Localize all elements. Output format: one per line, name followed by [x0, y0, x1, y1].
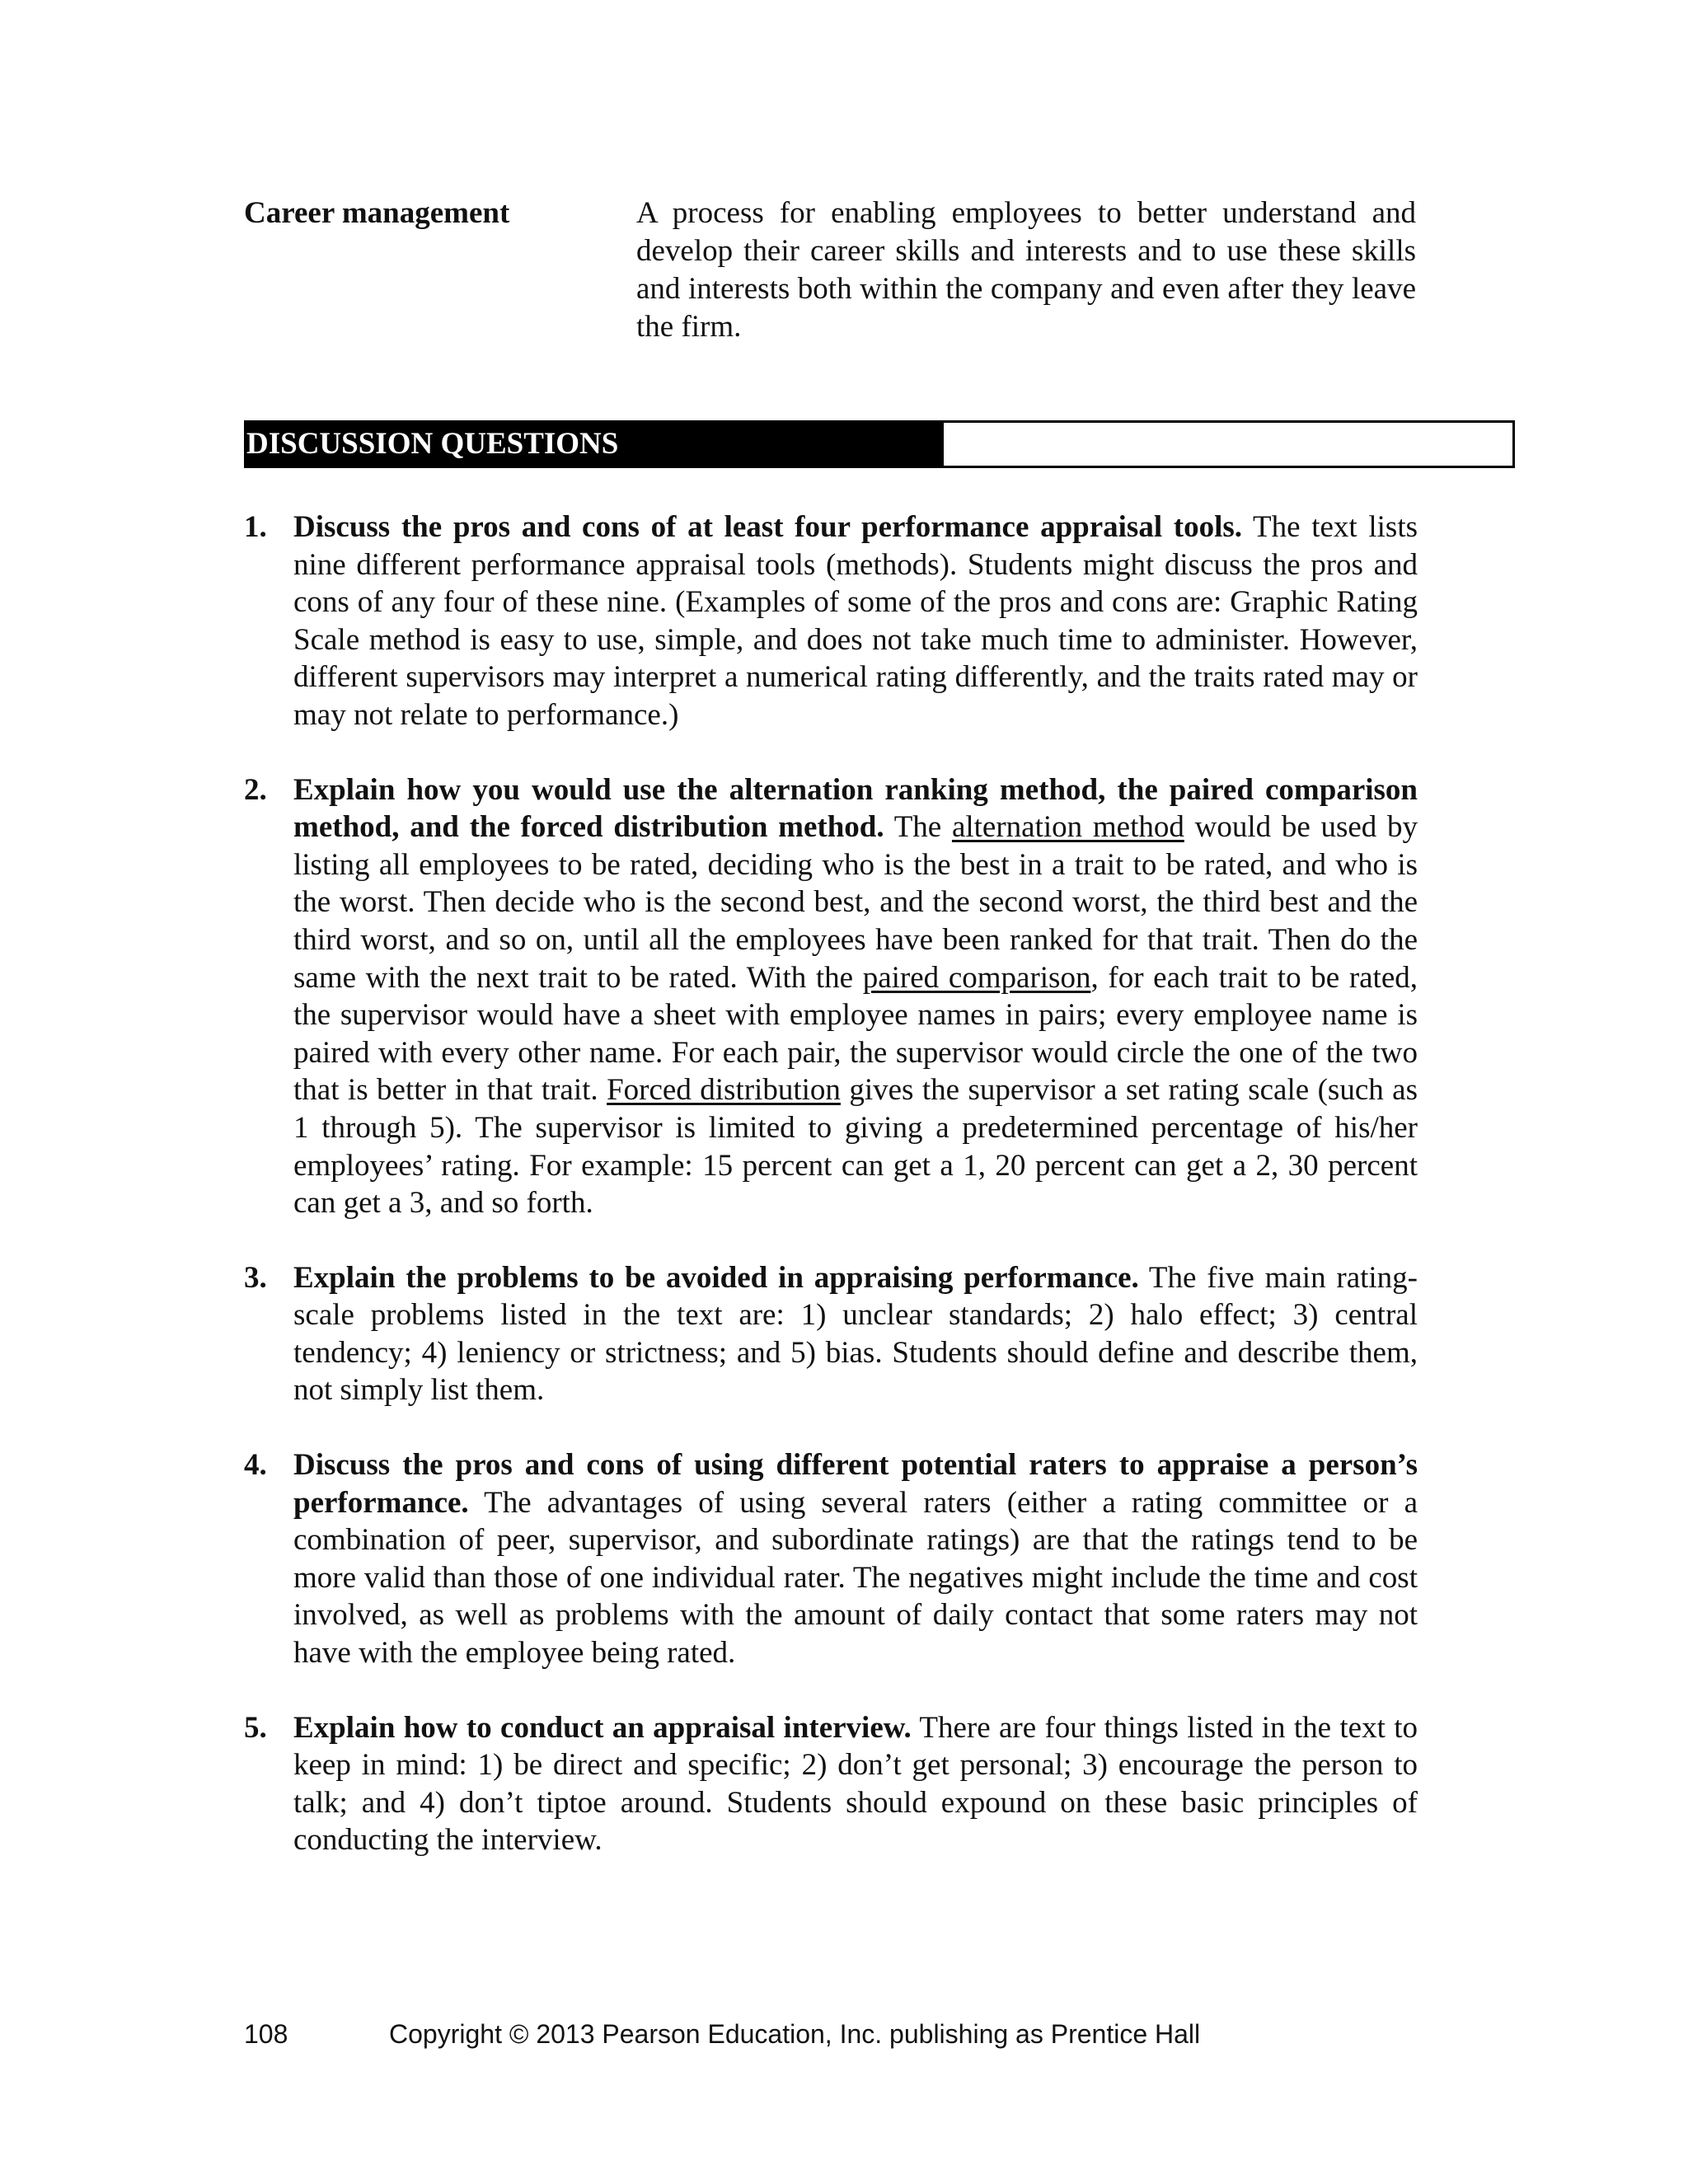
- section-header-blank: [944, 423, 1512, 466]
- question-item: [244, 1709, 1418, 1859]
- question-item: [244, 1259, 1418, 1409]
- question-number: 4.: [244, 1448, 267, 1483]
- question-answer-part: would be used by listing all employees to be rated, deciding who is the best in a trait to be rated, and who is the worst. Then decide who is the second best, and the second worst, the third best and the third worst, and so on, until all the employees have been ranked for that trait. Then do the same with the next trait to be rated. With the: [293, 810, 1418, 995]
- question-item: [244, 509, 1418, 734]
- question-answer: The five main rating-scale problems listed in the text are: 1) unclear standards; 2) halo effect; 3) central tendency; 4) leniency or strictness; and 5) bias. Students should define and describe them, not simply list them.: [293, 1260, 1418, 1408]
- discussion-questions-list: [244, 509, 1418, 1896]
- underlined-term-alternation: alternation method: [951, 810, 1184, 845]
- section-title: DISCUSSION QUESTIONS: [246, 423, 944, 466]
- glossary-term: Career management: [244, 196, 510, 230]
- copyright-notice: Copyright © 2013 Pearson Education, Inc. publishing as Prentice Hall: [389, 2019, 1201, 2049]
- question-answer: The advantages of using several raters (either a rating committee or a combination of peer, supervisor, and subordinate ratings) are that the ratings tend to be more valid than those of one individual rater. The negatives might include the time and cost involved, as well as problems with the amount of daily contact that some raters may not have with the employee being rated.: [293, 1485, 1418, 1671]
- question-answer-part: gives the supervisor a set rating scale (such as 1 through 5). The supervisor is limited to giving a predetermined percentage of his/her employees’ rating. For example: 15 percent can get a 1, 20 percent can get a 2, 30 percent can get a 3, and so forth.: [293, 1073, 1418, 1221]
- question-lead: Explain how to conduct an appraisal interview.: [293, 1710, 912, 1745]
- page-number: 108: [244, 2019, 288, 2049]
- question-number: 5.: [244, 1710, 267, 1745]
- underlined-term-paired: paired comparison: [862, 960, 1091, 995]
- question-lead: Discuss the pros and cons of using different potential raters to appraise a person’s performance.: [293, 1448, 1418, 1520]
- section-header-bar: [244, 420, 1515, 468]
- glossary-definition: A process for enabling employees to better understand and develop their career skills and interests and to use these skills and interests both within the company and even after they leave the firm.: [636, 196, 1416, 344]
- question-lead: Explain the problems to be avoided in appraising performance.: [293, 1260, 1139, 1295]
- question-item: [244, 1446, 1418, 1672]
- question-number: 2.: [244, 772, 267, 807]
- question-answer: The text lists nine different performance appraisal tools (methods). Students might discuss the pros and cons of any four of these nine. (Examples of some of the pros and cons are: Graphic Rating Scale method is easy to use, simple, and does not take much time to administer. However, different supervisors may interpret a numerical rating differently, and the traits rated may or may not relate to performance.): [293, 510, 1418, 732]
- question-answer-part: , for each trait to be rated, the supervisor would have a sheet with employee names in pairs; every employee name is paired with every other name. For each pair, the supervisor would circle the one of the two that is better in that trait.: [293, 960, 1418, 1108]
- question-answer: There are four things listed in the text to keep in mind: 1) be direct and specific; 2) don’t get personal; 3) encourage the person to talk; and 4) don’t tiptoe around. Students should expound on these basic principles of conducting the interview.: [293, 1710, 1418, 1858]
- question-item: [244, 771, 1418, 1222]
- underlined-term-forced: Forced distribution: [607, 1073, 841, 1108]
- question-number: 1.: [244, 510, 267, 544]
- question-lead: Discuss the pros and cons of at least four performance appraisal tools.: [293, 510, 1243, 544]
- question-lead: Explain how you would use the alternation ranking method, the paired comparison method, and the forced distribution method.: [293, 772, 1418, 845]
- question-answer-part: The: [884, 810, 952, 845]
- question-number: 3.: [244, 1260, 267, 1295]
